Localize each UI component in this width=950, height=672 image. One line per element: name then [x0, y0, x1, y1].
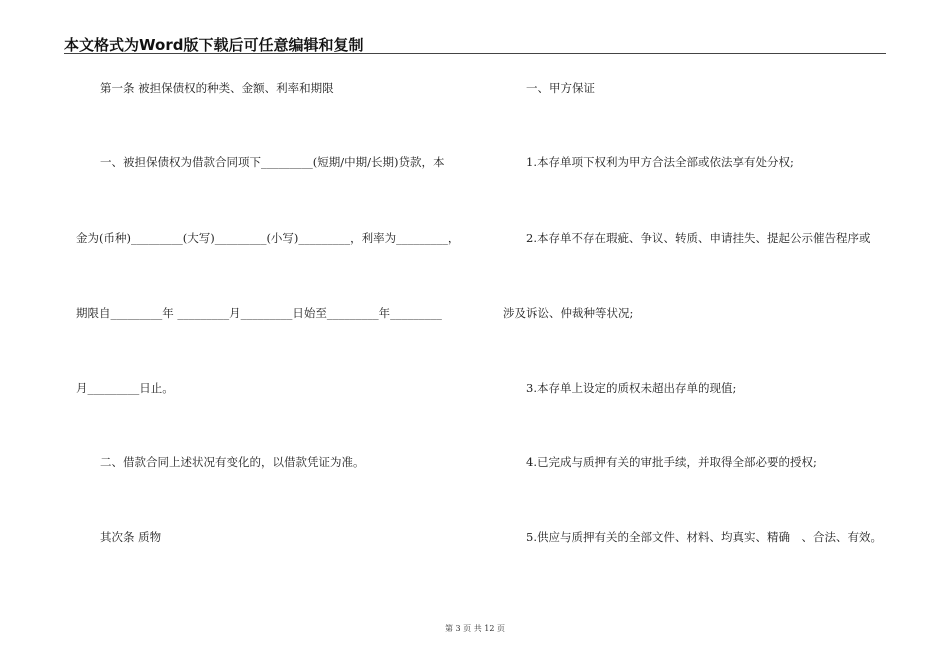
left-paragraph-line: 二、借款合同上述状况有变化的，以借款凭证为准。	[100, 455, 365, 469]
document-header-title: 本文格式为Word版下载后可任意编辑和复制	[64, 36, 364, 54]
right-paragraph-line: 3.本存单上设定的质权未超出存单的现值;	[526, 381, 737, 395]
left-paragraph-line: 月_________日止。	[76, 381, 174, 395]
left-paragraph-line: 期限自_________年 _________月_________日始至_________年_________	[76, 306, 442, 320]
article-2-heading: 其次条 质物	[100, 530, 162, 544]
right-paragraph-line: 涉及诉讼、仲裁种等状况;	[503, 306, 634, 320]
right-paragraph-line: 2.本存单不存在瑕疵、争议、转质、申请挂失、提起公示催告程序或	[526, 231, 871, 245]
right-paragraph-line: 1.本存单项下权利为甲方合法全部或依法享有处分权;	[526, 155, 794, 169]
right-paragraph-line: 4.已完成与质押有关的审批手续，并取得全部必要的授权;	[526, 455, 817, 469]
article-1-heading: 第一条 被担保债权的种类、金额、利率和期限	[100, 81, 334, 95]
section-heading-guarantee: 一、甲方保证	[526, 81, 595, 95]
left-paragraph-line: 一、被担保债权为借款合同项下_________(短期/中期/长期)贷款，本	[100, 155, 445, 169]
right-paragraph-line: 5.供应与质押有关的全部文件、材料、均真实、精确 、合法、有效。	[526, 530, 882, 544]
page-number: 第 3 页 共 12 页	[445, 624, 505, 633]
header-divider	[64, 53, 886, 54]
left-paragraph-line: 金为(币种)_________(大写)_________(小写)_________，利率为_________，	[76, 231, 460, 245]
